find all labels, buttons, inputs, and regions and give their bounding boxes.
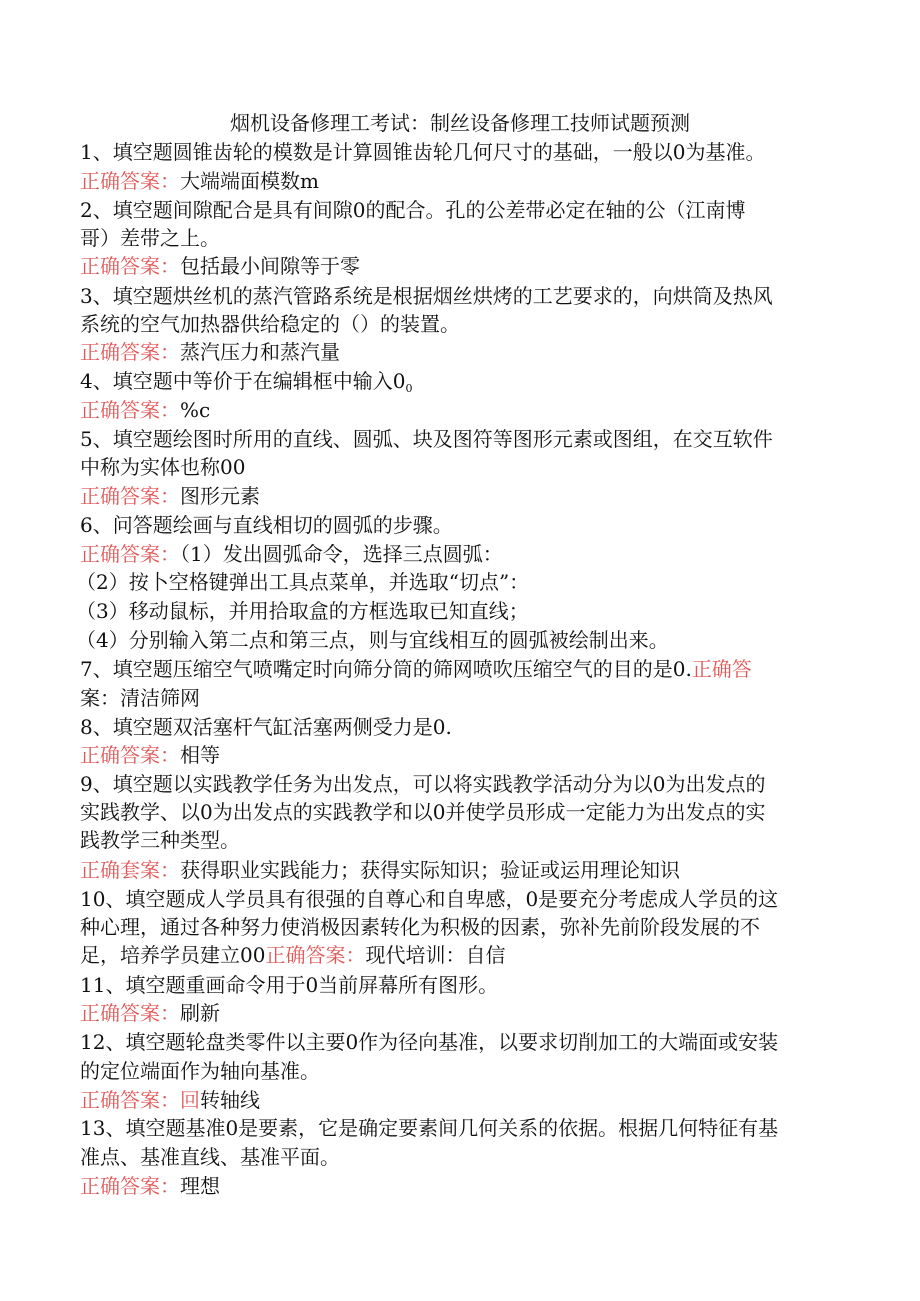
question-8-answer — [80, 741, 220, 770]
answer-text: 获得职业实践能力；获得实际知识；验证或运用理论知识 — [180, 858, 680, 882]
answer-text: 现代培训：自信 — [365, 943, 506, 967]
answer-label: 正确答案： — [80, 484, 180, 508]
answer-step: （2）按卜空格键弹出工具点菜单，并选取“切点”： — [76, 570, 530, 594]
question-13-answer — [80, 1172, 220, 1201]
question-12-answer — [80, 1086, 260, 1115]
question-12-text: 12、填空题轮盘类零件以主要0作为径向基准，以要求切削加工的大端面或安装 — [80, 1030, 779, 1054]
answer-text: 清洁筛网 — [120, 686, 200, 710]
question-11-answer — [80, 999, 220, 1028]
question-10-text: 10、填空题成人学员具有很强的自尊心和自卑感，0是要充分考虑成人学员的这 — [80, 887, 779, 911]
answer-text: 相等 — [180, 743, 220, 767]
answer-label: 正确答案： — [80, 340, 180, 364]
question-7-answer — [80, 684, 200, 713]
answer-step: （4）分别输入第二点和第三点，则与宜线相互的圆弧被绘制出来。 — [76, 628, 669, 652]
question-4-main: 4、填空题中等价于在编辑框中输入0 — [80, 369, 406, 393]
question-11-text: 11、填空题重画命令用于0当前屏幕所有图形。 — [80, 973, 499, 997]
question-2-text: 2、填空题间隙配合是具有间隙0的配合。孔的公差带必定在轴的公（江南博 — [80, 198, 746, 222]
answer-text: 图形元素 — [180, 484, 260, 508]
answer-label: 正确答案：回 — [80, 1088, 200, 1112]
question-6-text: 6、问答题绘画与直线相切的圆弧的步骤。 — [80, 513, 453, 537]
question-13-text: 准点、基准直线、基准平面。 — [80, 1145, 340, 1169]
answer-label: 正确答 — [691, 657, 752, 681]
question-3-text: 3、填空题烘丝机的蒸汽管路系统是根据烟丝烘烤的工艺要求的，向烘筒及热风 — [80, 284, 773, 308]
question-5-text: 5、填空题绘图时所用的直线、圆弧、块及图符等图形元素或图组，在交互软件 — [80, 427, 773, 451]
question-4-answer — [80, 396, 210, 425]
answer-label: 正确答案： — [265, 943, 366, 967]
answer-text: 蒸汽压力和蒸汽量 — [180, 340, 340, 364]
question-2-text: 哥）差带之上。 — [80, 226, 220, 250]
answer-step: （3）移动鼠标，并用拾取盒的方框选取已知直线； — [76, 599, 529, 623]
question-1-text: 1、填空题圆锥齿轮的模数是计算圆锥齿轮几何尺寸的基础，一般以0为基准。 — [80, 140, 766, 164]
question-7-text — [80, 655, 752, 684]
document-title: 烟机设备修理工考试：制丝设备修理工技师试题预测 — [230, 111, 690, 135]
answer-text: 包括最小间隙等于零 — [180, 254, 360, 278]
question-4-subscript: 0 — [405, 382, 413, 395]
answer-label: 正确答案： — [80, 254, 180, 278]
answer-label: 正确答案： — [80, 1001, 180, 1025]
question-10-text: 种心理，通过各种努力使消极因素转化为积极的因素，弥补先前阶段发展的不 — [80, 915, 760, 939]
answer-text: （1）发出圆弧命令，选择三点圆弧： — [180, 542, 503, 566]
question-8-text: 8、填空题双活塞杆气缸活塞两侧受力是0. — [80, 715, 452, 739]
answer-text: 刷新 — [180, 1001, 220, 1025]
question-9-text: 9、填空题以实践教学任务为出发点，可以将实践教学活动分为以0为出发点的 — [80, 772, 766, 796]
question-12-text: 的定位端面作为轴向基准。 — [80, 1059, 320, 1083]
answer-text: 理想 — [180, 1174, 220, 1198]
question-9-answer — [80, 856, 680, 885]
question-9-text: 践教学三种类型。 — [80, 828, 240, 852]
question-2-answer — [80, 252, 360, 281]
question-1-answer — [80, 167, 319, 196]
answer-label: 正确答案： — [80, 1174, 180, 1198]
answer-text: 大端端面模数m — [180, 169, 319, 193]
answer-label: 正确答案： — [80, 743, 180, 767]
question-13-text: 13、填空题基准0是要素，它是确定要素间几何关系的依据。根据几何特征有基 — [80, 1116, 779, 1140]
question-5-text: 中称为实体也称00 — [80, 455, 246, 479]
answer-label: 正确答案： — [80, 169, 180, 193]
question-10-answer — [80, 941, 505, 970]
answer-label-cont: 案： — [80, 686, 120, 710]
question-3-answer — [80, 338, 340, 367]
question-9-text: 实践教学、以0为出发点的实践教学和以0并使学员形成一定能力为出发点的实 — [80, 800, 766, 824]
question-7-main: 7、填空题压缩空气喷嘴定时向筛分筒的筛网喷吹压缩空气的目的是0. — [80, 657, 692, 681]
answer-text: %c — [180, 398, 211, 422]
question-10-last: 足，培养学员建立00 — [80, 943, 266, 967]
question-6-answer — [80, 540, 503, 569]
answer-label: 正确答案： — [80, 398, 180, 422]
answer-label: 正确套案： — [80, 858, 180, 882]
question-5-answer — [80, 482, 260, 511]
answer-text: 转轴线 — [200, 1088, 260, 1112]
question-3-text: 系统的空气加热器供给稳定的（）的装置。 — [80, 312, 460, 336]
answer-label: 正确答案： — [80, 542, 180, 566]
